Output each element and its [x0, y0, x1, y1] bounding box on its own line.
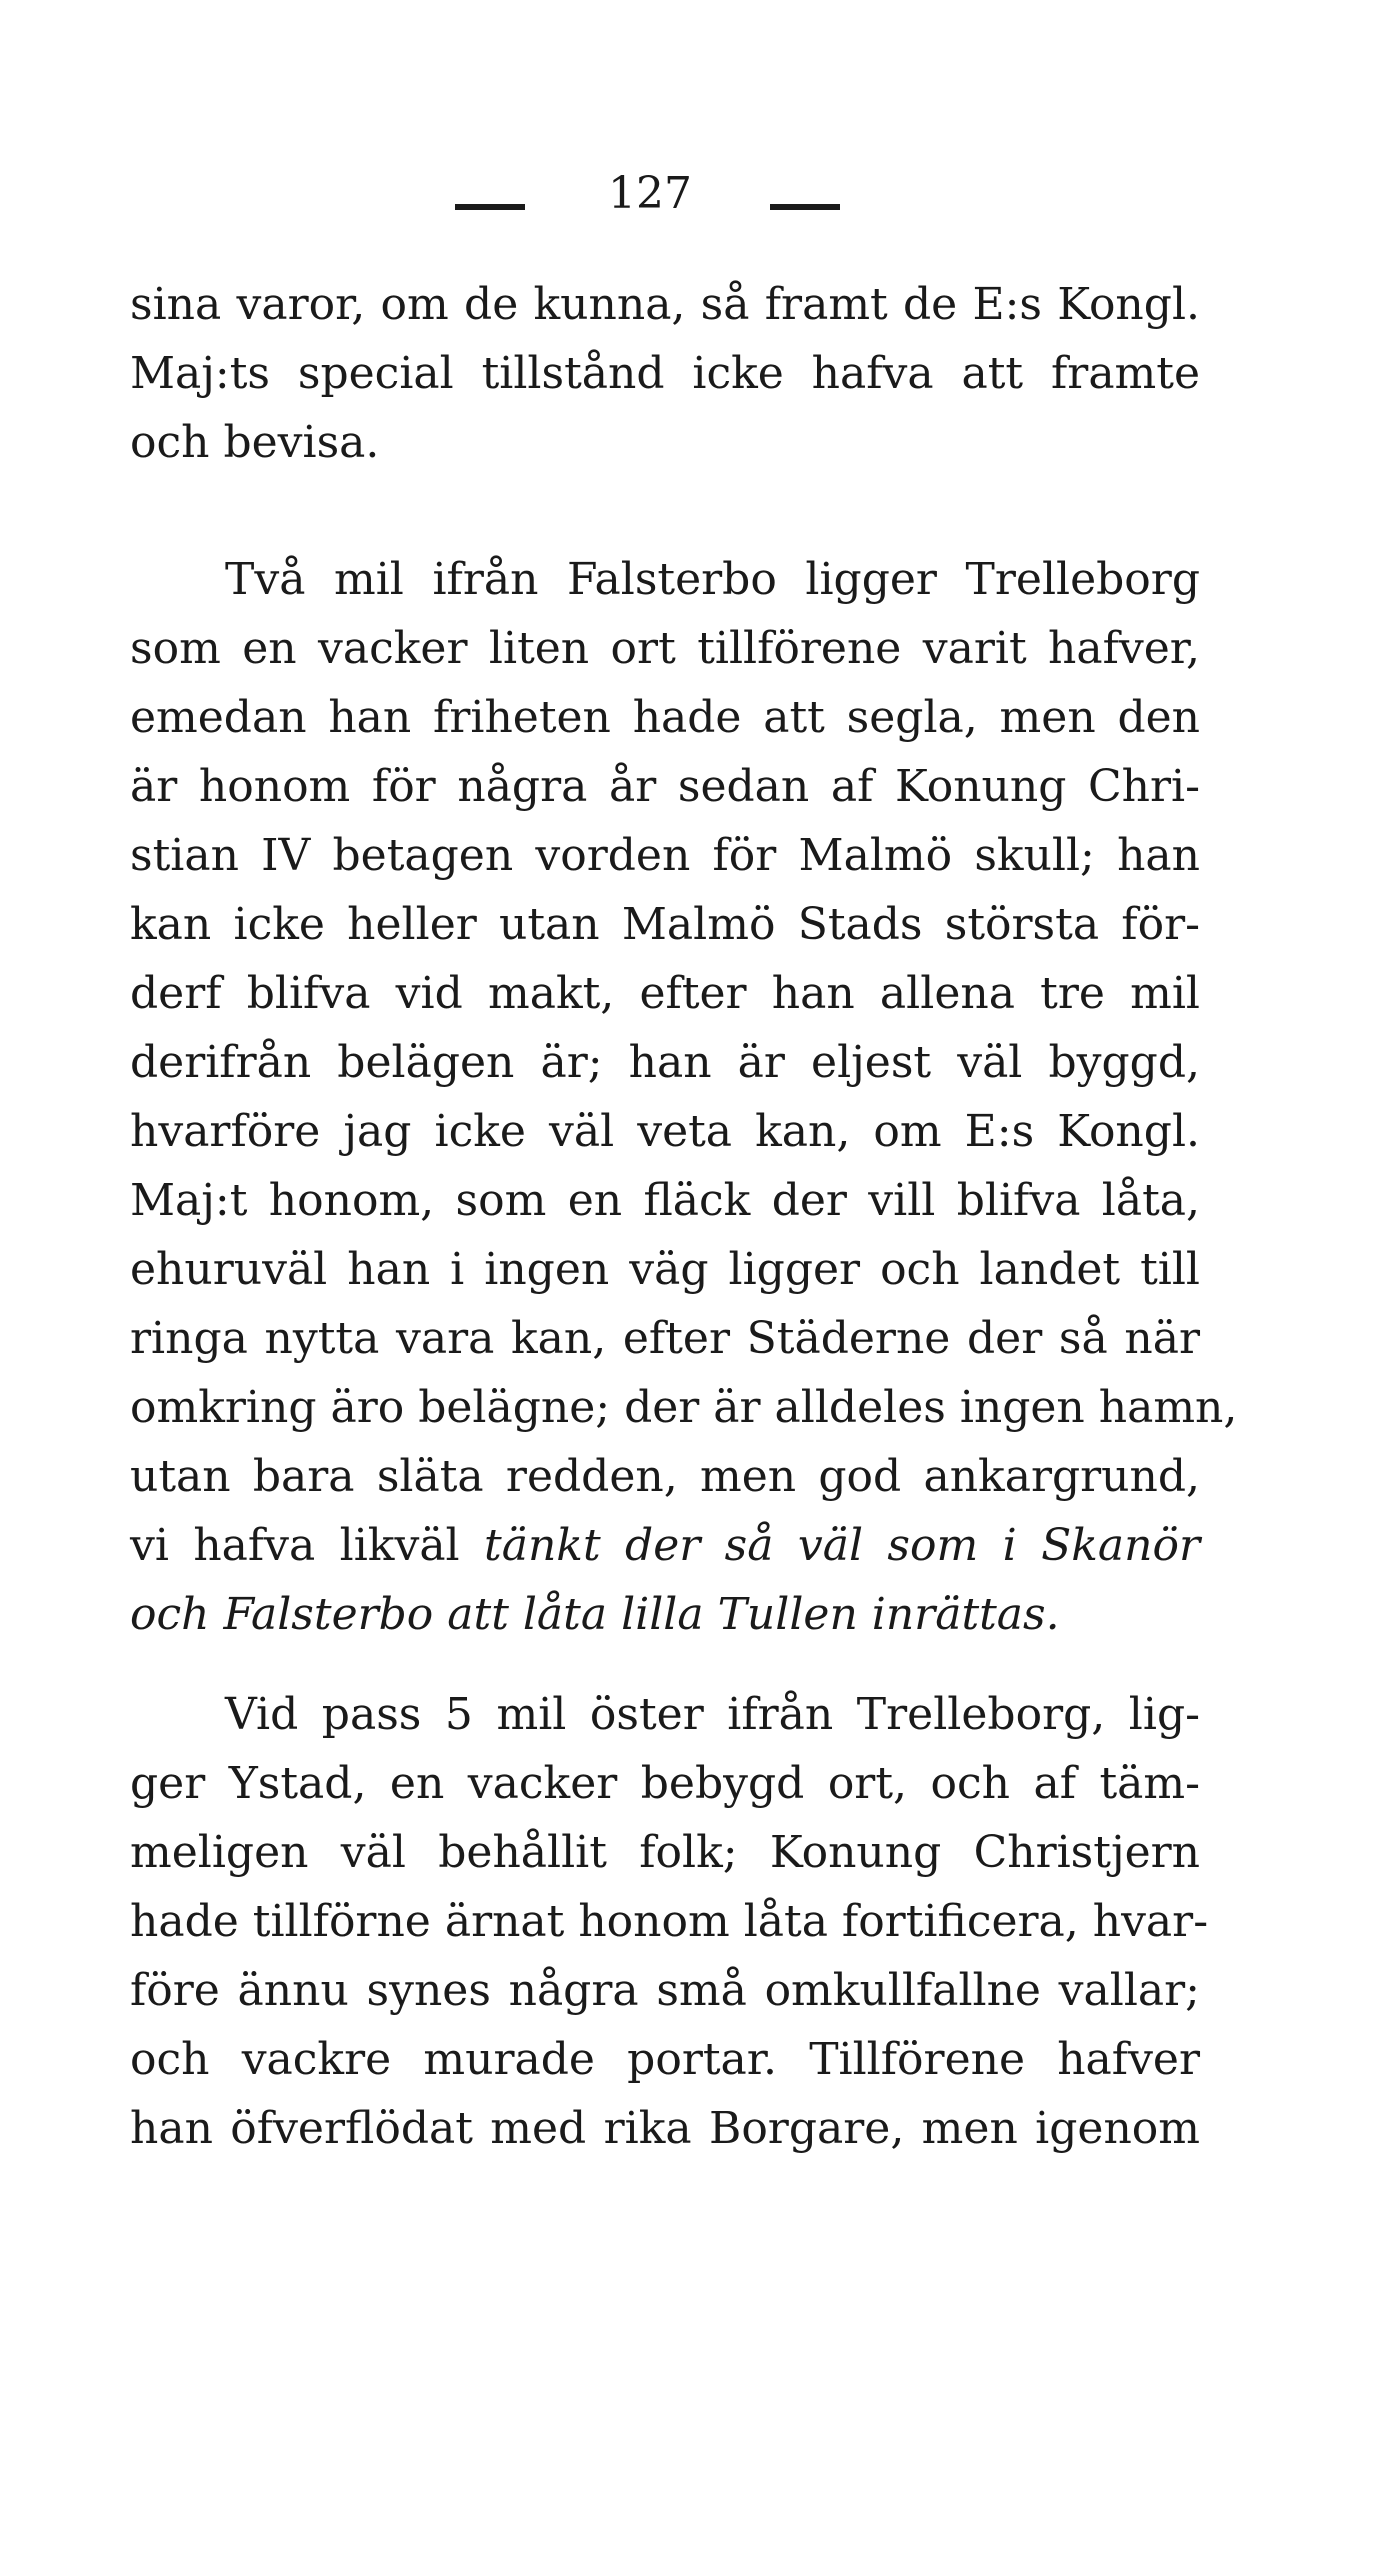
text-line: emedan han friheten hade att segla, men den — [130, 692, 1200, 743]
text-line: ringa nytta vara kan, efter Städerne der så när — [130, 1313, 1200, 1364]
text-line: som en vacker liten ort tillförene varit hafver, — [130, 623, 1200, 674]
text-line-mixed — [130, 1511, 1200, 1580]
text-line: utan bara släta redden, men god ankargrund, — [130, 1451, 1200, 1502]
text-italic-part: tänkt der så väl som i Skanör — [484, 1520, 1200, 1571]
text-line: derf blifva vid makt, efter han allena tre mil — [130, 968, 1200, 1019]
page-number: 127 — [608, 168, 692, 219]
text-line: derifrån belägen är; han är eljest väl byggd, — [130, 1037, 1200, 1088]
text-line: hvarföre jag icke väl veta kan, om E:s Kongl. — [130, 1106, 1200, 1157]
text-line: kan icke heller utan Malmö Stads största för- — [130, 899, 1200, 950]
text-line-italic: och Falsterbo att låta lilla Tullen inrättas. — [130, 1589, 1060, 1640]
text-line: ger Ystad, en vacker bebygd ort, och af täm- — [130, 1758, 1200, 1809]
text-line: är honom för några år sedan af Konung Chri- — [130, 761, 1200, 812]
paragraph-continuation — [130, 270, 1200, 477]
text-line: stian IV betagen vorden för Malmö skull; han — [130, 830, 1200, 881]
page-header — [0, 160, 1400, 220]
text-line: Två mil ifrån Falsterbo ligger Trelleborg — [225, 554, 1200, 605]
text-line: före ännu synes några små omkullfallne vallar; — [130, 1965, 1200, 2016]
paragraph-ystad — [130, 1680, 1209, 2163]
header-dash-right — [770, 204, 840, 210]
header-dash-left — [455, 204, 525, 210]
text-line: omkring äro belägne; der är alldeles ingen hamn, — [130, 1382, 1238, 1433]
text-line: Maj:t honom, som en fläck der vill blifva låta, — [130, 1175, 1200, 1226]
text-plain-part: vi hafva likväl — [130, 1520, 460, 1571]
text-line: Maj:ts special tillstånd icke hafva att framte — [130, 348, 1200, 399]
text-line: Vid pass 5 mil öster ifrån Trelleborg, lig- — [225, 1689, 1200, 1740]
text-line: meligen väl behållit folk; Konung Christjern — [130, 1827, 1200, 1878]
paragraph-trelleborg — [130, 545, 1238, 1649]
text-line: och vackre murade portar. Tillförene hafver — [130, 2034, 1200, 2085]
text-line: ehuruväl han i ingen väg ligger och landet till — [130, 1244, 1200, 1295]
text-line: hade tillförne ärnat honom låta fortificera, hvar- — [130, 1896, 1209, 1947]
text-line: han öfverflödat med rika Borgare, men igenom — [130, 2103, 1200, 2154]
text-line: sina varor, om de kunna, så framt de E:s Kongl. — [130, 279, 1200, 330]
text-line: och bevisa. — [130, 417, 380, 468]
